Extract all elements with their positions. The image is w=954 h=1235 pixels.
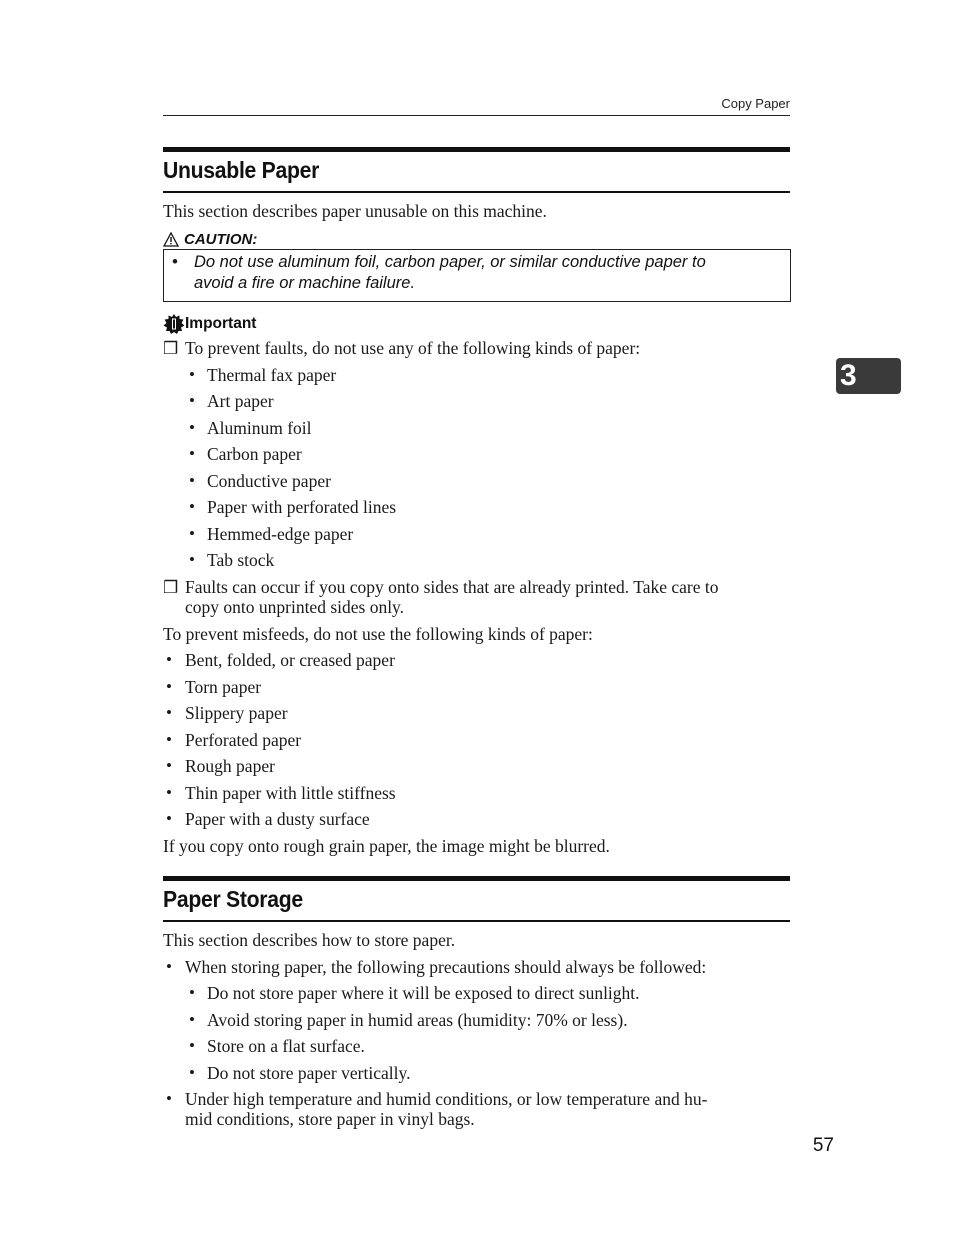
important-label-text: Important [185, 315, 257, 332]
note-no-fault-papers: To prevent faults, do not use any of the following kinds of paper: [185, 338, 641, 358]
bullet-icon: • [166, 783, 172, 802]
list-item: Avoid storing paper in humid areas (humidity: 70% or less). [207, 1010, 628, 1030]
important-label [163, 314, 256, 334]
list-item: Paper with a dusty surface [185, 809, 370, 829]
list-item: Torn paper [185, 677, 262, 697]
section-bottom-rule [163, 920, 790, 922]
bullet-icon: • [166, 650, 172, 669]
list-item: Hemmed-edge paper [207, 524, 354, 544]
unusable-intro: This section describes paper unusable on this machine. [163, 201, 547, 221]
list-item: Aluminum foil [207, 418, 312, 438]
caution-text [194, 252, 774, 294]
bullet-icon: • [172, 252, 178, 271]
bullet-icon: • [166, 957, 172, 976]
note-printed-sides: copy onto unprinted sides only. [185, 597, 405, 617]
bullet-icon: • [189, 983, 195, 1002]
chapter-tab [836, 358, 901, 394]
list-item: Tab stock [207, 550, 275, 570]
list-item: Thermal fax paper [207, 365, 337, 385]
list-item: Conductive paper [207, 471, 331, 491]
bullet-icon: • [166, 756, 172, 775]
bullet-icon: • [189, 391, 195, 410]
bullet-icon: • [166, 730, 172, 749]
bullet-icon: • [189, 497, 195, 516]
list-item: Slippery paper [185, 703, 288, 723]
bullet-icon: • [189, 1063, 195, 1082]
caution-line: Do not use aluminum foil, carbon paper, or similar conductive paper to [194, 253, 706, 271]
bullet-icon: • [189, 471, 195, 490]
chapter-number: 3 [840, 359, 857, 392]
list-item: Do not store paper where it will be exposed to direct sunlight. [207, 983, 640, 1003]
bullet-icon: • [189, 550, 195, 569]
list-item: Store on a flat surface. [207, 1036, 365, 1056]
page-number: 57 [812, 1135, 834, 1156]
bullet-icon: • [189, 1036, 195, 1055]
bullet-icon: • [189, 444, 195, 463]
list-item: Bent, folded, or creased paper [185, 650, 395, 670]
caution-label-text: CAUTION: [184, 231, 258, 248]
caution-line: avoid a fire or machine failure. [194, 274, 416, 292]
bullet-icon: • [166, 703, 172, 722]
bullet-icon: • [166, 677, 172, 696]
note-printed-sides: Faults can occur if you copy onto sides that are already printed. Take care to [185, 577, 719, 597]
bullet-icon: • [189, 524, 195, 543]
bullet-icon: • [189, 418, 195, 437]
list-item: When storing paper, the following precautions should always be followed: [185, 957, 707, 977]
bullet-icon: • [166, 1089, 172, 1108]
list-item: mid conditions, store paper in vinyl bags. [185, 1109, 475, 1129]
bullet-icon: • [189, 1010, 195, 1029]
section-bottom-rule [163, 191, 790, 193]
list-item: Thin paper with little stiffness [185, 783, 396, 803]
list-item: Perforated paper [185, 730, 302, 750]
list-item: Art paper [207, 391, 274, 411]
running-header: Copy Paper [721, 96, 790, 111]
section-top-rule [163, 876, 790, 881]
section-title-paper-storage: Paper Storage [163, 886, 303, 912]
section-title-unusable-paper: Unusable Paper [163, 157, 320, 183]
list-item: Carbon paper [207, 444, 302, 464]
checkbox-icon: ❒ [163, 578, 179, 597]
bullet-icon: • [166, 809, 172, 828]
rough-paper-note: If you copy onto rough grain paper, the image might be blurred. [163, 836, 610, 856]
caution-box [163, 249, 791, 302]
checkbox-icon: ❒ [163, 339, 179, 358]
list-item: Paper with perforated lines [207, 497, 397, 517]
list-item: Rough paper [185, 756, 275, 776]
section-top-rule [163, 147, 790, 152]
bullet-icon: • [189, 365, 195, 384]
misfeed-intro: To prevent misfeeds, do not use the following kinds of paper: [163, 624, 593, 644]
storage-intro: This section describes how to store paper. [163, 930, 456, 950]
warning-triangle-icon [163, 232, 179, 247]
caution-label [163, 231, 257, 248]
list-item: Do not store paper vertically. [207, 1063, 411, 1083]
important-badge-icon [163, 314, 185, 334]
header-rule [163, 115, 790, 116]
list-item: Under high temperature and humid conditions, or low temperature and hu- [185, 1089, 708, 1109]
